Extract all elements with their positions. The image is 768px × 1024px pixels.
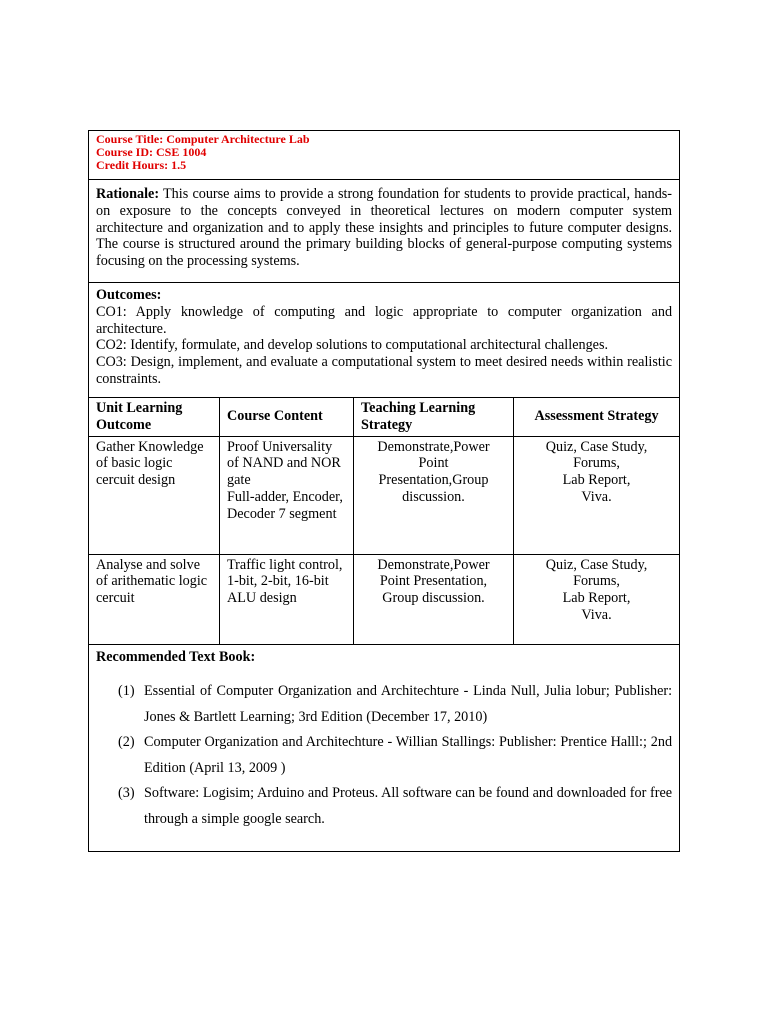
outcome-co2: CO2: Identify, formulate, and develop solutions to computational architectural challenges. — [96, 337, 609, 354]
outcomes-label: Outcomes: — [96, 287, 162, 303]
row2-strategy-line: Demonstrate,Power — [377, 556, 490, 573]
col-header-ulo: Unit Learning Outcome — [89, 398, 220, 437]
row2-ulo: Analyse and solve of arithematic logic cercuit — [89, 554, 220, 644]
row1-assessment-line: Lab Report, — [562, 472, 631, 489]
row2-assessment-line: Lab Report, — [562, 590, 631, 607]
row1-strategy-line: Point — [418, 455, 449, 472]
row1-strategy-line: discussion. — [402, 488, 465, 505]
textbook-text: Computer Organization and Architechture - Willian Stallings: Publisher: Prentice Halll:; 2nd Edition (April 13, 2009 ) — [144, 734, 673, 776]
textbook-text: Essential of Computer Organization and Architechture - Linda Null, Julia lobur; Publisher: Jones & Bartlett Learning; 3rd Edition (December 17, 2010) — [144, 683, 673, 725]
outcome-co1: CO1: Apply knowledge of computing and logic appropriate to computer organization and architecture. — [96, 303, 673, 337]
row2-strategy-line: Group discussion. — [382, 590, 485, 607]
outcomes-cell — [89, 283, 680, 398]
course-header-cell — [89, 131, 680, 180]
table-row — [89, 436, 680, 554]
row2-assessment-line: Forums, — [573, 573, 620, 590]
credit-hours: Credit Hours: 1.5 — [96, 158, 187, 173]
col-header-assessment: Assessment Strategy — [514, 398, 680, 437]
row2-strategy — [354, 554, 514, 644]
rationale-cell — [89, 180, 680, 283]
col-header-content: Course Content — [220, 398, 354, 437]
textbook-number: (1) — [118, 683, 135, 700]
row1-content — [220, 436, 354, 554]
row2-content-line: Traffic light control, 1-bit, 2-bit, 16-bit ALU design — [227, 556, 343, 607]
textbook-number: (3) — [118, 785, 135, 802]
row1-assessment-line: Forums, — [573, 455, 620, 472]
row1-content-line: Full-adder, Encoder, Decoder 7 segment — [227, 488, 343, 522]
row1-content-line: Proof Universality of NAND and NOR gate — [227, 438, 341, 489]
row2-strategy-line: Point Presentation, — [379, 573, 488, 590]
row1-strategy-line: Presentation,Group — [378, 472, 489, 489]
rationale-label: Rationale: — [96, 186, 160, 202]
outcome-co3: CO3: Design, implement, and evaluate a computational system to meet desired needs within realistic constraints. — [96, 354, 673, 387]
list-item — [118, 679, 672, 730]
textbook-cell — [89, 644, 680, 851]
rationale-text: This course aims to provide a strong foundation for students to provide practical, hands-on exposure to the concepts conveyed in theoretical lectures on modern computer system architecture and organization and to apply these insights and principles to future computer designs. The course is structured around the primary building blocks of general-purpose computing systems focusing on the processing systems. — [96, 186, 673, 270]
course-syllabus-table — [88, 130, 680, 852]
row2-content — [220, 554, 354, 644]
row1-assessment-line: Viva. — [581, 488, 612, 505]
row1-assessment — [514, 436, 680, 554]
textbook-label: Recommended Text Book: — [96, 648, 256, 665]
table-header-row — [89, 398, 680, 437]
row1-strategy — [354, 436, 514, 554]
row1-strategy-line: Demonstrate,Power — [377, 438, 490, 455]
row2-assessment — [514, 554, 680, 644]
list-item — [118, 730, 672, 781]
row1-assessment-line: Quiz, Case Study, — [545, 438, 648, 455]
textbook-list — [118, 679, 672, 832]
course-title: Course Title: Computer Architecture Lab — [96, 132, 310, 146]
course-id: Course ID: CSE 1004 — [96, 145, 207, 160]
list-item — [118, 781, 672, 832]
textbook-text: Software: Logisim; Arduino and Proteus. All software can be found and downloaded for free through a simple google search. — [144, 785, 673, 827]
textbook-number: (2) — [118, 734, 135, 751]
col-header-strategy: Teaching Learning Strategy — [354, 398, 514, 437]
row1-ulo: Gather Knowledge of basic logic cercuit design — [89, 436, 220, 554]
table-row — [89, 554, 680, 644]
row2-assessment-line: Quiz, Case Study, — [545, 556, 648, 573]
row2-assessment-line: Viva. — [581, 606, 612, 623]
